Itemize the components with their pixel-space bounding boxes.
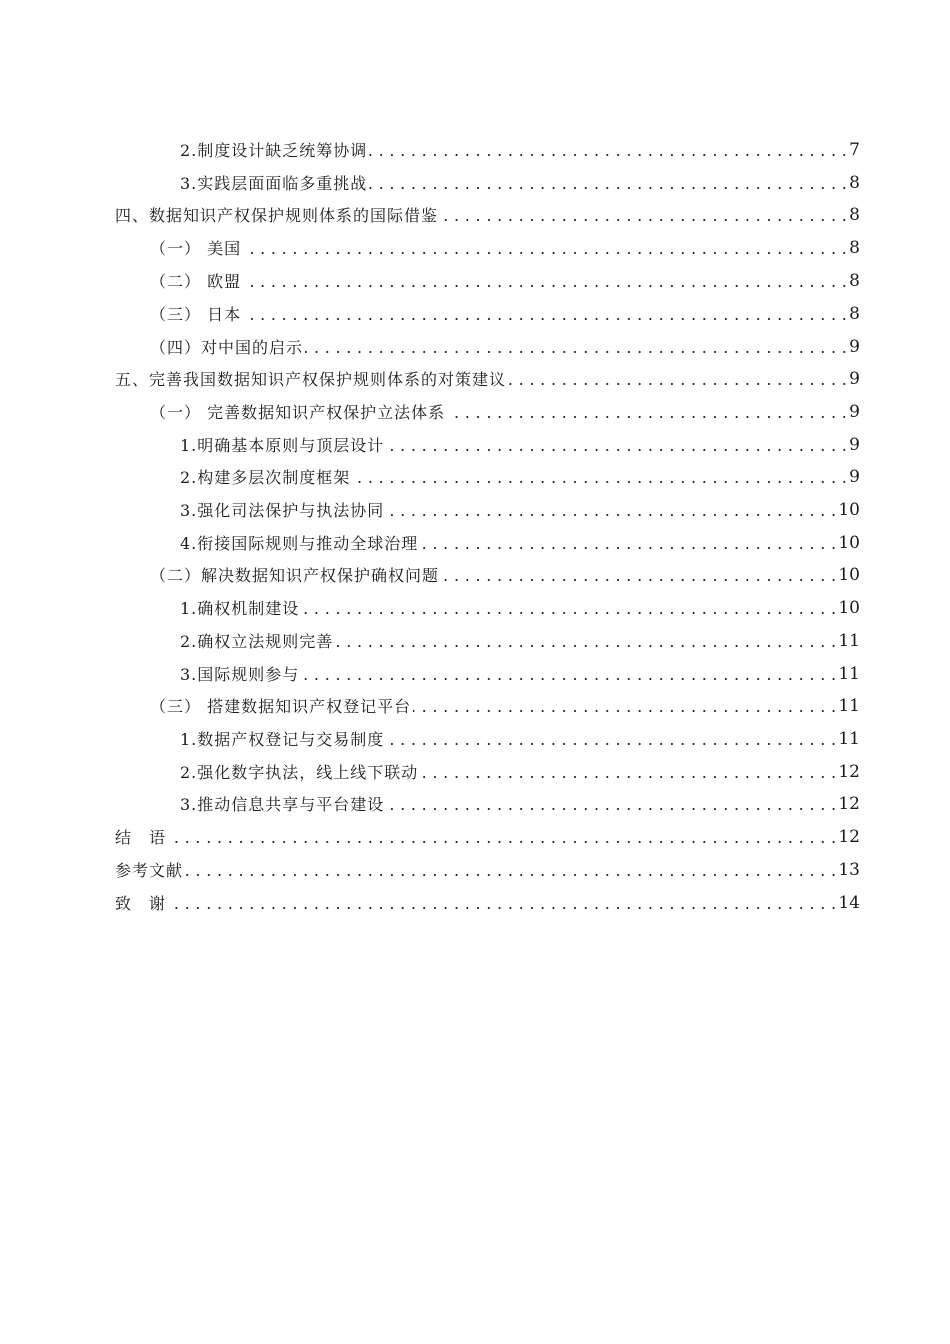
- dot-leader: [420, 527, 836, 560]
- toc-entry[interactable]: [180, 429, 860, 462]
- toc-row: [0, 592, 950, 625]
- toc-row: [0, 199, 950, 232]
- toc-entry-title: 2.强化数字执法，线上线下联动: [180, 763, 419, 782]
- toc-row: [0, 167, 950, 200]
- toc-entry[interactable]: [180, 527, 860, 560]
- dot-leader: [305, 331, 847, 364]
- dot-leader: [386, 723, 836, 756]
- toc-row: [0, 461, 950, 494]
- toc-entry[interactable]: [180, 494, 860, 527]
- dot-leader: [243, 265, 847, 298]
- toc-entry[interactable]: [180, 167, 860, 200]
- toc-row: [0, 298, 950, 331]
- toc-page-number: 14: [838, 893, 860, 913]
- toc-entry[interactable]: [180, 756, 860, 789]
- toc-page-number: 7: [849, 140, 860, 160]
- toc-page-number: 9: [849, 402, 860, 422]
- toc-row: [0, 658, 950, 691]
- toc-page-number: 11: [838, 729, 860, 749]
- toc-page-number: 11: [838, 664, 860, 684]
- toc-entry-title: 致 谢: [115, 894, 167, 913]
- toc-row: [0, 494, 950, 527]
- toc-entry-title: 1.数据产权登记与交易制度: [180, 730, 385, 749]
- toc-page-number: 9: [849, 369, 860, 389]
- toc-entry[interactable]: [150, 396, 860, 429]
- toc-entry[interactable]: [180, 134, 860, 167]
- toc-row: [0, 788, 950, 821]
- toc-row: [0, 363, 950, 396]
- dot-leader: [185, 854, 836, 887]
- toc-row: [0, 527, 950, 560]
- toc-entry-title: 2.构建多层次制度框架: [180, 468, 351, 487]
- toc-row: [0, 396, 950, 429]
- dot-leader: [386, 429, 847, 462]
- toc-entry-title: （一） 美国: [150, 239, 242, 258]
- toc-entry[interactable]: [115, 821, 860, 854]
- dot-leader: [386, 788, 836, 821]
- toc-entry-title: 五、完善我国数据知识产权保护规则体系的对策建议: [115, 370, 507, 389]
- toc-page-number: 10: [838, 565, 860, 585]
- toc-entry-title: 3.强化司法保护与执法协同: [180, 501, 385, 520]
- toc-entry[interactable]: [115, 199, 860, 232]
- toc-page-number: 8: [849, 271, 860, 291]
- toc-entry-title: 结 语: [115, 828, 167, 847]
- dot-leader: [369, 167, 847, 200]
- toc-entry[interactable]: [180, 625, 860, 658]
- toc-entry[interactable]: [150, 265, 860, 298]
- dot-leader: [301, 592, 836, 625]
- toc-entry[interactable]: [115, 854, 860, 887]
- toc-entry-title: （三） 搭建数据知识产权登记平台: [150, 697, 412, 716]
- toc-row: [0, 265, 950, 298]
- toc-entry-title: （三） 日本: [150, 305, 242, 324]
- toc-entry-title: 参考文献: [115, 861, 184, 880]
- toc-page-number: 11: [838, 631, 860, 651]
- dot-leader: [168, 821, 836, 854]
- toc-entry-title: 3.国际规则参与: [180, 665, 300, 684]
- toc-row: [0, 134, 950, 167]
- dot-leader: [335, 625, 836, 658]
- dot-leader: [243, 298, 847, 331]
- dot-leader: [168, 887, 836, 920]
- toc-entry-title: （四）对中国的启示: [150, 338, 304, 357]
- toc-row: [0, 723, 950, 756]
- toc-entry-title: 2.制度设计缺乏统筹协调: [180, 141, 368, 160]
- dot-leader: [243, 232, 847, 265]
- toc-entry-title: 2.确权立法规则完善: [180, 632, 334, 651]
- dot-leader: [447, 396, 847, 429]
- toc-row: [0, 559, 950, 592]
- toc-row: [0, 232, 950, 265]
- dot-leader: [420, 756, 836, 789]
- toc-page-number: 10: [838, 533, 860, 553]
- toc-entry[interactable]: [150, 331, 860, 364]
- toc-entry[interactable]: [115, 887, 860, 920]
- toc-entry[interactable]: [180, 788, 860, 821]
- toc-row: [0, 854, 950, 887]
- toc-entry[interactable]: [150, 232, 860, 265]
- toc-entry[interactable]: [150, 559, 860, 592]
- toc-entry[interactable]: [180, 658, 860, 691]
- dot-leader: [352, 461, 847, 494]
- toc-entry-title: （二）解决数据知识产权保护确权问题: [150, 566, 440, 585]
- toc-page-number: 12: [838, 794, 860, 814]
- dot-leader: [386, 494, 836, 527]
- toc-page-number: 12: [838, 762, 860, 782]
- toc-page-number: 8: [849, 173, 860, 193]
- toc-entry-title: 4.衔接国际规则与推动全球治理: [180, 534, 419, 553]
- toc-row: [0, 690, 950, 723]
- toc-entry-title: （二） 欧盟: [150, 272, 242, 291]
- toc-page-number: 8: [849, 304, 860, 324]
- toc-page-number: 8: [849, 205, 860, 225]
- dot-leader: [440, 199, 847, 232]
- toc-entry-title: 四、数据知识产权保护规则体系的国际借鉴: [115, 206, 439, 225]
- dot-leader: [301, 658, 836, 691]
- toc-page-number: 10: [838, 500, 860, 520]
- toc-entry[interactable]: [180, 723, 860, 756]
- toc-page-number: 9: [849, 435, 860, 455]
- toc-row: [0, 331, 950, 364]
- toc-entry-title: （一） 完善数据知识产权保护立法体系: [150, 403, 446, 422]
- toc-entry[interactable]: [115, 363, 860, 396]
- toc-page-number: 8: [849, 238, 860, 258]
- toc-row: [0, 429, 950, 462]
- toc-entry[interactable]: [150, 298, 860, 331]
- toc-page-number: 11: [838, 696, 860, 716]
- toc-entry[interactable]: [180, 592, 860, 625]
- toc-entry[interactable]: [150, 690, 860, 723]
- toc-entry-title: 1.明确基本原则与顶层设计: [180, 436, 385, 455]
- toc-entry-title: 1.确权机制建设: [180, 599, 300, 618]
- toc-entry[interactable]: [180, 461, 860, 494]
- toc-entry-title: 3.实践层面面临多重挑战: [180, 174, 368, 193]
- toc-entry-title: 3.推动信息共享与平台建设: [180, 795, 385, 814]
- toc-row: [0, 887, 950, 920]
- dot-leader: [369, 134, 847, 167]
- dot-leader: [441, 559, 836, 592]
- toc-page-number: 10: [838, 598, 860, 618]
- dot-leader: [413, 690, 836, 723]
- toc-page-number: 9: [849, 337, 860, 357]
- toc-row: [0, 625, 950, 658]
- toc-row: [0, 821, 950, 854]
- toc-page-number: 13: [838, 860, 860, 880]
- toc-page-number: 9: [849, 467, 860, 487]
- dot-leader: [508, 363, 847, 396]
- toc-row: [0, 756, 950, 789]
- toc-page-number: 12: [838, 827, 860, 847]
